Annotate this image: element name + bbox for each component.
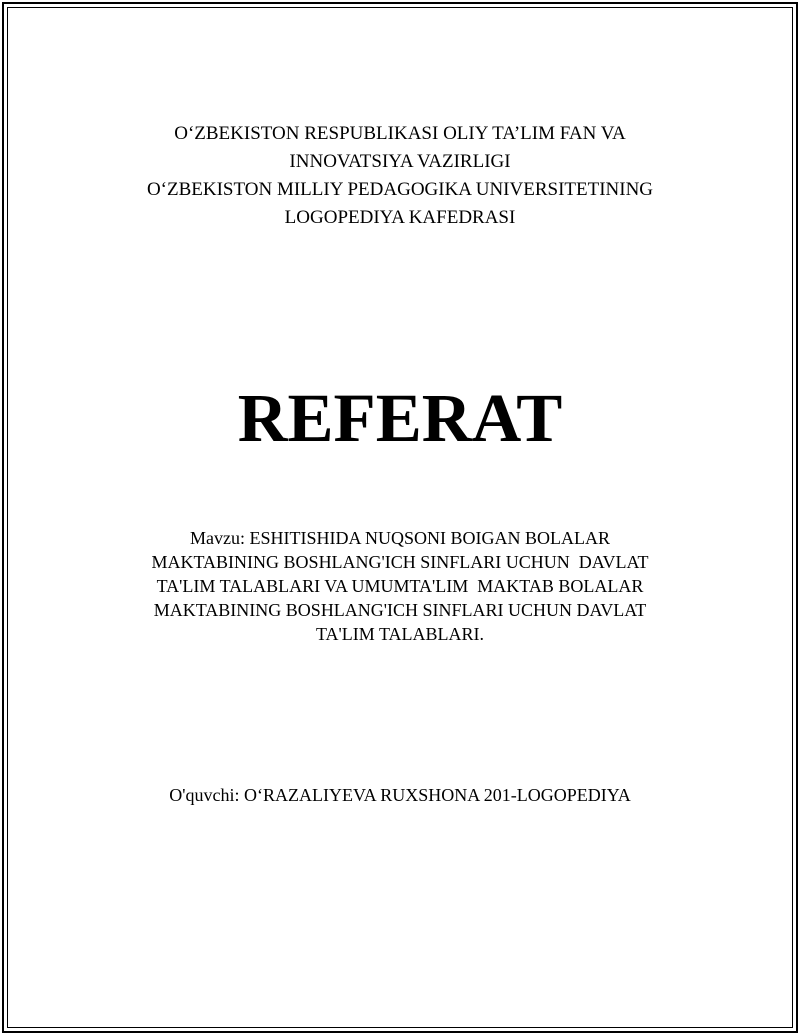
topic-line: Mavzu: ESHITISHIDA NUQSONI BOIGAN BOLALAR — [190, 528, 610, 548]
header-line: INNOVATSIYA VAZIRLIGI — [289, 151, 511, 172]
header-line: LOGOPEDIYA KAFEDRASI — [284, 207, 516, 228]
topic-line: TA'LIM TALABLARI VA UMUMTA'LIM MAKTAB BOLALAR — [156, 576, 644, 596]
topic-line: TA'LIM TALABLARI. — [315, 624, 484, 644]
document-title: REFERAT — [237, 380, 563, 456]
header-line: O‘ZBEKISTON RESPUBLIKASI OLIY TA’LIM FAN VA — [174, 123, 626, 144]
student-info: O'quvchi: O‘RAZALIYEVA RUXSHONA 201-LOGOPEDIYA — [169, 785, 631, 805]
header-line: O‘ZBEKISTON MILLIY PEDAGOGIKA UNIVERSITETINING — [146, 179, 654, 200]
topic-line: MAKTABINING BOSHLANG'ICH SINFLARI UCHUN DAVLAT — [151, 552, 649, 572]
topic-block — [0, 526, 800, 646]
topic-line: MAKTABINING BOSHLANG'ICH SINFLARI UCHUN DAVLAT — [153, 600, 647, 620]
ministry-header — [0, 120, 800, 232]
